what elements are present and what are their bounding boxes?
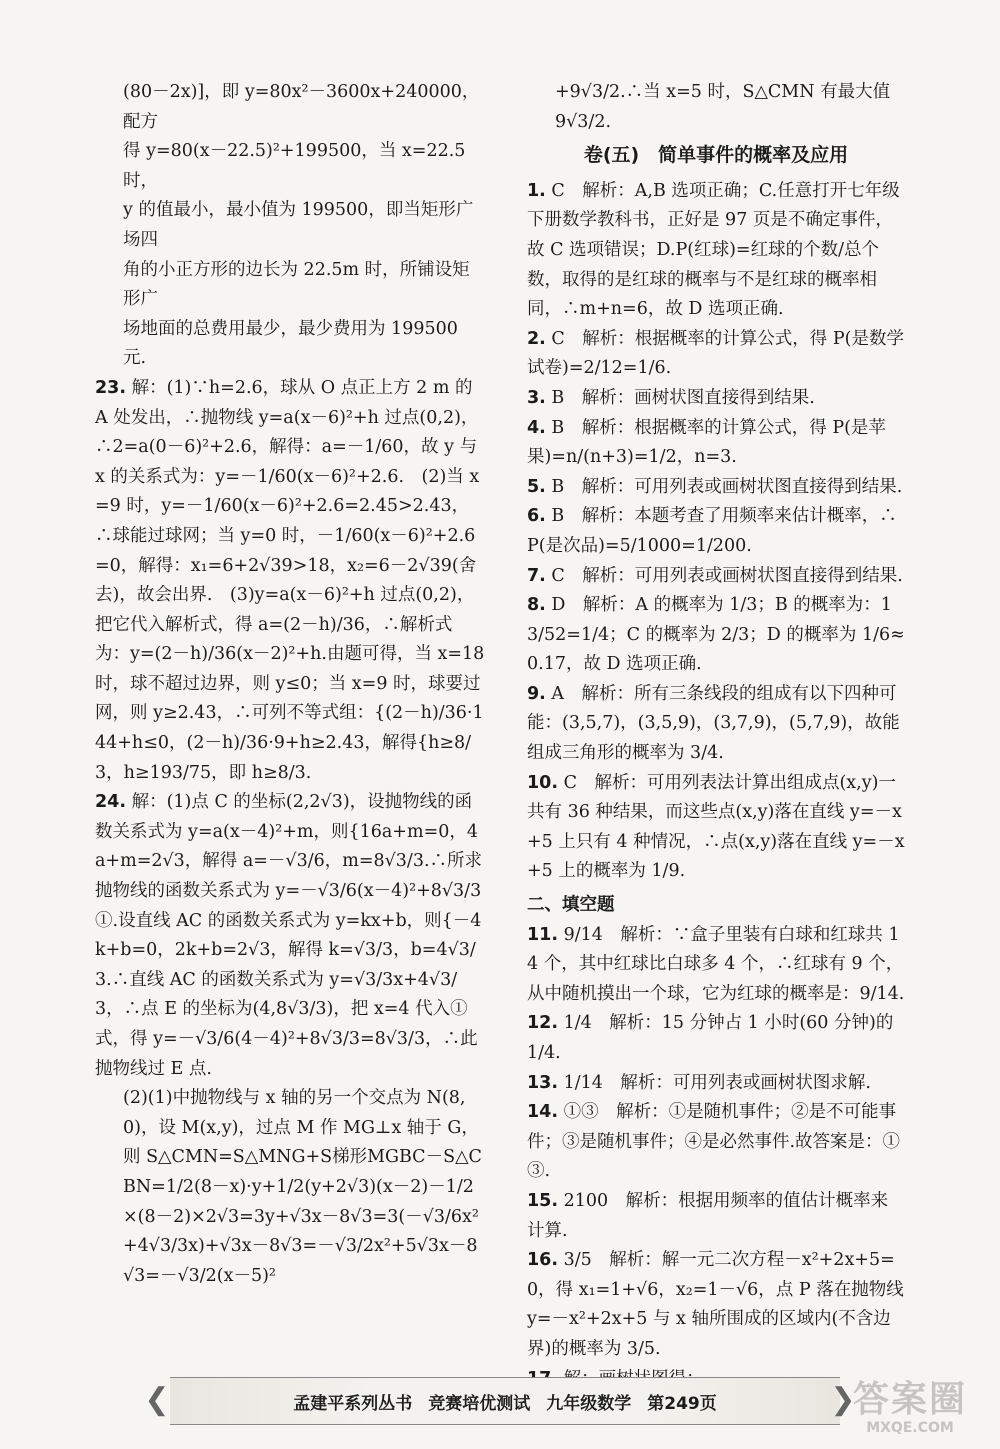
answer-paragraph: [95, 196, 485, 255]
answer-text: ①③ 解析：①是随机事件；②是不可能事件；③是随机事件；④是必然事件.故答案是：①③.: [527, 1102, 901, 1182]
right-column: [527, 78, 905, 1394]
answer-paragraph: [95, 315, 485, 374]
footer-series: 孟建平系列丛书: [293, 1393, 413, 1414]
answer-paragraph: [527, 1098, 905, 1187]
question-number: 2.: [527, 328, 546, 349]
question-number: 8.: [527, 595, 546, 616]
answer-text: 得 y=80(x－22.5)²+199500，当 x=22.5 时，: [123, 141, 466, 191]
answer-text: 解：(1)∵h=2.6，球从 O 点正上方 2 m 的 A 处发出，∴抛物线 y=a(x－6)²+h 过点(0,2)，∴2=a(0－6)²+2.6，解得：a=－1/60，故 y 与 x 的关系式为：y=－1/60(x－6)²+2.6. (2)当 x=9 时，y=－1/60(x－6)²+2.6=2.45>2.43，∴球能过球网；当 y=0 时，－1/60(x－6)²+2.6=0，解得：x₁=6+2√39>18，x₂=6－2√39(舍去)，故会出界. (3)y=a(x－6)²+h 过点(0,2)，把它代入解析式，得 a=(2－h)/36，∴解析式为：y=(2－h)/36(x－2)²+h.由题可得，当 x=18 时，球不超过边界，则 y≤0；当 x=9 时，球要过网，则 y≥2.43，∴可列不等式组：{(2－h)/36·144+h≤0，(2－h)/36·9+h≥2.43，解得{h≥8/3，h≥193/75，即 h≥8/3.: [95, 377, 485, 783]
answer-paragraph: [95, 374, 485, 788]
answer-paragraph: [95, 788, 485, 1084]
subsection-title: 二、填空题: [527, 895, 615, 916]
question-number: 7.: [527, 565, 546, 586]
question-number: 11.: [527, 924, 559, 945]
answer-paragraph: [527, 769, 905, 887]
left-column: [95, 78, 485, 1291]
answer-paragraph: [527, 177, 905, 325]
answer-text: C 解析：A,B 选项正确；C.任意打开七年级下册数学教科书，正好是 97 页是不确定事件，故 C 选项错误；D.P(红球)=红球的个数/总个数，取得的是红球的概率与不是红球的概率相同，∴m+n=6，故 D 选项正确.: [527, 180, 900, 320]
answer-text: B 解析：可用列表或画树状图直接得到结果.: [551, 476, 903, 497]
question-number: 15.: [527, 1190, 559, 1211]
question-number: 10.: [527, 772, 559, 793]
answer-paragraph: [95, 78, 485, 137]
answer-paragraph: [527, 1069, 905, 1099]
question-number: 9.: [527, 683, 546, 704]
answer-paragraph: [527, 562, 905, 592]
answer-paragraph: [527, 1246, 905, 1364]
footer-left-ornament: ❮: [144, 1382, 170, 1417]
question-number: 16.: [527, 1250, 559, 1271]
answer-text: B 解析：本题考查了用频率来估计概率，∴P(是次品)=5/1000=1/200.: [527, 506, 897, 556]
footer-book: 竞赛培优测试: [428, 1393, 531, 1414]
answer-paragraph: [527, 473, 905, 503]
watermark-cn: 答案圈: [852, 1379, 967, 1420]
question-number: 23.: [95, 377, 127, 398]
answer-paragraph: [527, 384, 905, 414]
answer-paragraph: [527, 921, 905, 1010]
section-heading: 卷(五) 简单事件的概率及应用: [583, 144, 849, 167]
answer-text: 1/4 解析：15 分钟占 1 小时(60 分钟)的 1/4.: [527, 1013, 894, 1063]
answer-text: C 解析：可用列表法计算出组成点(x,y)一共有 36 种结果，而这些点(x,y)落在直线 y=－x+5 上只有 4 种情况，∴点(x,y)落在直线 y=－x+5 上的概率为 1/9.: [527, 772, 905, 882]
answer-text: B 解析：根据概率的计算公式，得 P(是苹果)=n/(n+3)=1/2，n=3.: [527, 417, 886, 468]
answer-text: 9/14 解析：∵盒子里装有白球和红球共 14 个，其中红球比白球多 4 个，∴红球有 9 个，从中随机摸出一个球，它为红球的概率是：9/14.: [527, 924, 905, 1004]
watermark-logo: [835, 1380, 985, 1440]
question-number: 12.: [527, 1013, 559, 1034]
footer-page-number: 第249页: [647, 1393, 717, 1414]
answer-text: B 解析：画树状图直接得到结果.: [551, 387, 815, 408]
question-number: 3.: [527, 387, 546, 408]
answer-text: 角的小正方形的边长为 22.5m 时，所铺设矩形广: [123, 259, 470, 310]
answer-paragraph: [527, 414, 905, 473]
answer-paragraph: [527, 1009, 905, 1068]
answer-text: 1/14 解析：可用列表或画树状图求解.: [563, 1072, 871, 1093]
page-footer: [170, 1377, 840, 1425]
footer-right-ornament: ❯: [830, 1382, 856, 1417]
answer-paragraph: [527, 1187, 905, 1246]
question-number: 4.: [527, 417, 546, 438]
answer-paragraph: [95, 256, 485, 315]
question-number: 6.: [527, 506, 546, 527]
question-number: 5.: [527, 476, 546, 497]
answer-text: D 解析：A 的概率为 1/3；B 的概率为：13/52=1/4；C 的概率为 2/3；D 的概率为 1/6≈0.17，故 D 选项正确.: [527, 595, 905, 675]
answer-text: +9√3/2.∴当 x=5 时，S△CMN 有最大值 9√3/2.: [555, 82, 891, 132]
answer-text: (2)(1)中抛物线与 x 轴的另一个交点为 N(8,0)，设 M(x,y)，过点 M 作 MG⊥x 轴于 G，则 S△CMN=S△MNG+S梯形MGBC－S△CBN=1/2(8－x)·y+1/2(y+2√3)(x－2)－1/2×(8－2)×2√3=3y+√3x－8√3=3(－√3/6x²+4√3/3x)+√3x－8√3=－√3/2x²+5√3x－8√3=－√3/2(x－5)²: [123, 1088, 482, 1286]
answer-paragraph: [95, 1084, 485, 1291]
answer-text: (80－2x)]，即 y=80x²－3600x+240000，配方: [123, 82, 480, 132]
answer-paragraph: [527, 78, 905, 137]
question-number: 24.: [95, 792, 127, 813]
answer-text: 场地面的总费用最少，最少费用为 199500 元.: [123, 318, 458, 369]
footer-subject: 九年级数学: [546, 1393, 632, 1414]
answer-paragraph: [95, 137, 485, 196]
answer-text: y 的值最小，最小值为 199500，即当矩形广场四: [123, 200, 474, 250]
answer-paragraph: [527, 502, 905, 561]
answer-text: C 解析：可用列表或画树状图直接得到结果.: [551, 565, 903, 586]
answer-paragraph: [527, 325, 905, 384]
question-number: 13.: [527, 1072, 559, 1093]
question-number: 1.: [527, 180, 546, 201]
answer-text: 3/5 解析：解一元二次方程－x²+2x+5=0，得 x₁=1+√6，x₂=1－√6，点 P 落在抛物线 y=－x²+2x+5 与 x 轴所围成的区域内(不含边界)的概率为 3/5.: [527, 1250, 904, 1359]
answer-text: 解：(1)点 C 的坐标(2,2√3)，设抛物线的函数关系式为 y=a(x－4)²+m，则{16a+m=0，4a+m=2√3，解得 a=－√3/6，m=8√3/3.∴所求抛物线的函数关系式为 y=－√3/6(x－4)²+8√3/3①.设直线 AC 的函数关系式为 y=kx+b，则{－4k+b=0，2k+b=2√3，解得 k=√3/3，b=4√3/3.∴直线 AC 的函数关系式为 y=√3/3x+4√3/3，∴点 E 的坐标为(4,8√3/3)，把 x=4 代入①式，得 y=－√3/6(4－4)²+8√3/3=8√3/3，∴此抛物线过 E 点.: [95, 792, 483, 1079]
watermark-en: MXQE.COM: [866, 1420, 954, 1436]
question-number: 14.: [527, 1102, 559, 1123]
answer-paragraph: [527, 680, 905, 769]
answer-text: 2100 解析：根据用频率的值估计概率来计算.: [527, 1190, 889, 1241]
answer-text: C 解析：根据概率的计算公式，得 P(是数学试卷)=2/12=1/6.: [527, 328, 904, 379]
answer-paragraph: [527, 591, 905, 680]
answer-text: A 解析：所有三条线段的组成有以下四种可能：(3,5,7)，(3,5,9)，(3,7,9)，(5,7,9)，故能组成三角形的概率为 3/4.: [527, 683, 900, 764]
